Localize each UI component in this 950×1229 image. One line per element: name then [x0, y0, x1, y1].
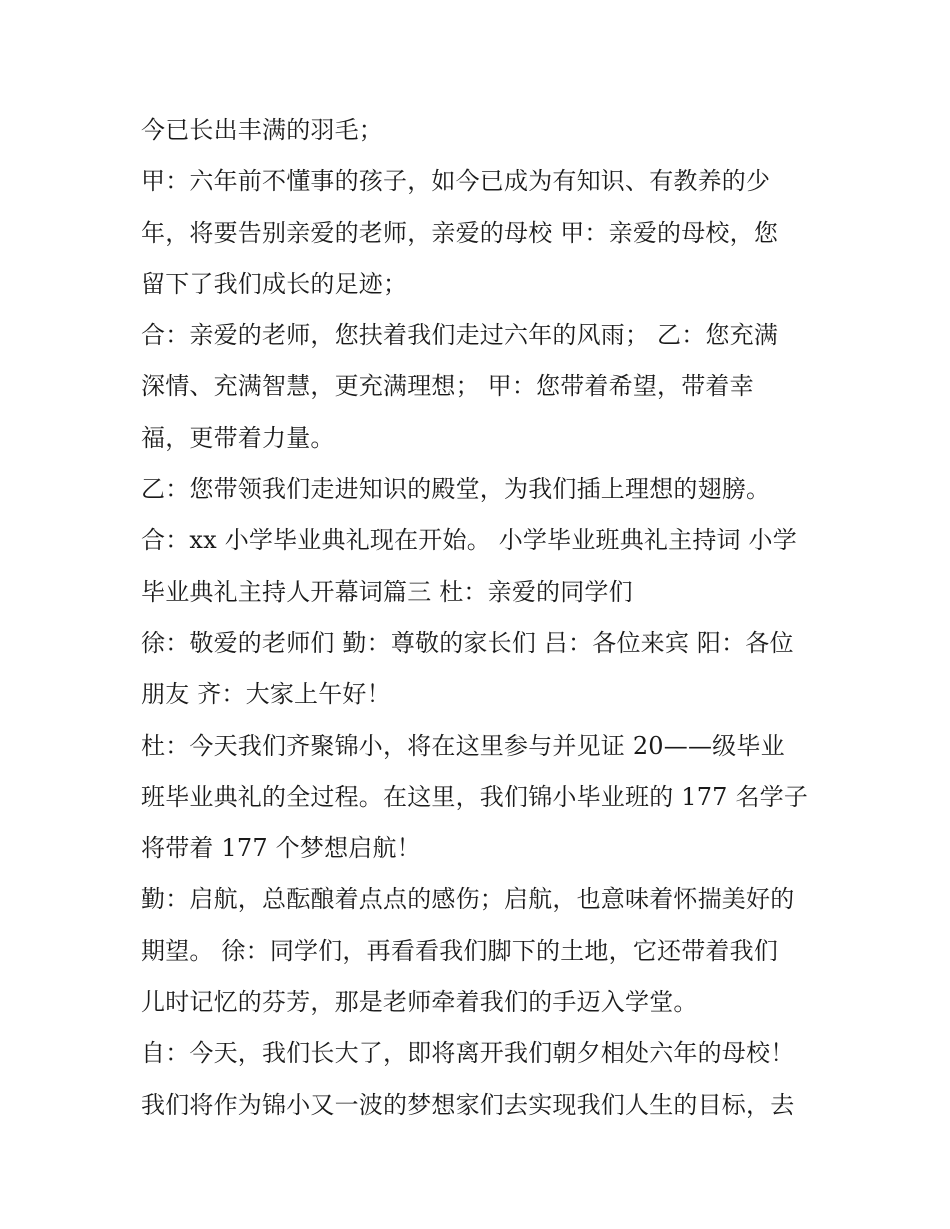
- text-line: 合：xx 小学毕业典礼现在开始。 小学毕业班典礼主持词 小学: [141, 526, 797, 555]
- text-line: 深情、充满智慧，更充满理想； 甲：您带着希望，带着幸: [141, 372, 754, 401]
- text-line: 合：亲爱的老师，您扶着我们走过六年的风雨； 乙：您充满: [141, 321, 779, 350]
- text-line: 儿时记忆的芬芳，那是老师牵着我们的手迈入学堂。: [141, 988, 698, 1017]
- text-line: 将带着 177 个梦想启航！: [141, 834, 421, 863]
- text-line: 甲：六年前不懂事的孩子，如今已成为有知识、有教养的少: [141, 167, 771, 196]
- text-line: 我们将作为锦小又一波的梦想家们去实现我们人生的目标，去: [141, 1090, 795, 1119]
- text-line: 年，将要告别亲爱的老师，亲爱的母校 甲：亲爱的母校，您: [141, 218, 779, 247]
- text-line: 勤：启航，总酝酿着点点的感伤；启航，也意味着怀揣美好的: [141, 885, 795, 914]
- text-line: 期望。 徐：同学们，再看看我们脚下的土地，它还带着我们: [141, 936, 779, 965]
- text-line: 今已长出丰满的羽毛；: [141, 116, 383, 144]
- text-line: 留下了我们成长的足迹；: [141, 269, 408, 298]
- body-text: [141, 105, 821, 1131]
- text-line: 毕业典礼主持人开幕词篇三 杜：亲爱的同学们: [141, 577, 633, 606]
- text-line: 杜：今天我们齐聚锦小，将在这里参与并见证 20——级毕业: [141, 731, 785, 760]
- text-line: 自：今天，我们长大了，即将离开我们朝夕相处六年的母校！: [141, 1039, 795, 1068]
- text-line: 班毕业典礼的全过程。在这里，我们锦小毕业班的 177 名学子: [141, 782, 809, 811]
- text-line: 福，更带着力量。: [141, 423, 335, 452]
- text-line: 徐：敬爱的老师们 勤：尊敬的家长们 吕：各位来宾 阳：各位: [141, 628, 794, 657]
- text-line: 朋友 齐：大家上午好！: [141, 680, 391, 709]
- text-line: 乙：您带领我们走进知识的殿堂，为我们插上理想的翅膀。: [141, 475, 771, 504]
